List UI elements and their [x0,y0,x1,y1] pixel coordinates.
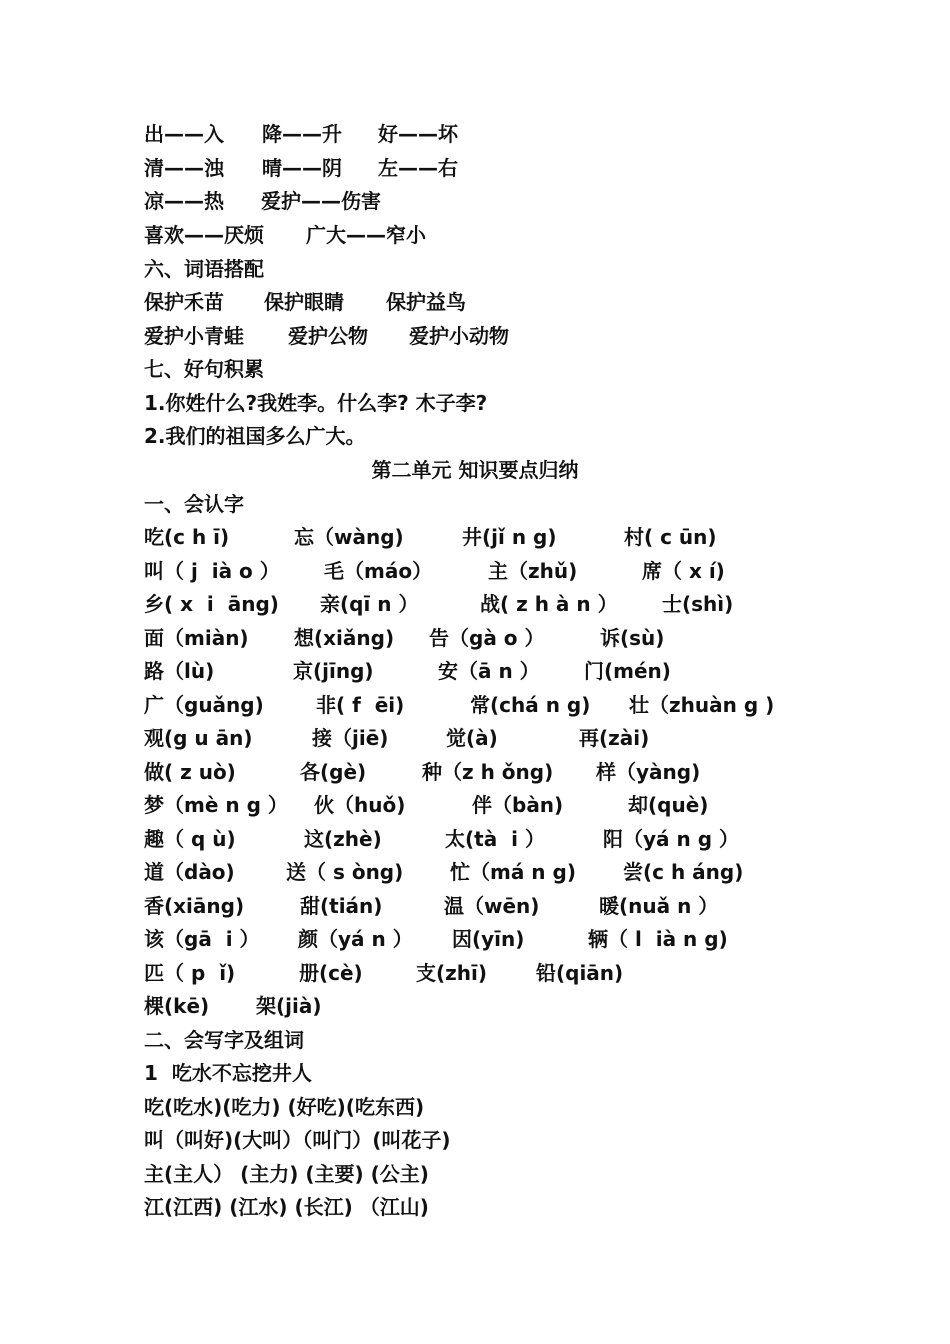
antonym-pair: 凉——热 [144,189,224,213]
phrase: 保护眼睛 [264,290,344,314]
pinyin-entry: 太(tà i ） [445,827,545,851]
word-group-text: 主(主人） (主力) (主要) (公主) [144,1162,429,1186]
pinyin-entry: 村( c ūn) [624,525,717,549]
pinyin-entry: 再(zài) [579,726,650,750]
section-heading [144,354,264,384]
pinyin-entry: 却(què) [628,793,709,817]
pinyin-entry: 士(shì) [662,592,734,616]
lesson-title [144,1058,312,1088]
word-group-text: 吃(吃水)(吃力) (好吃)(吃东西) [144,1095,425,1119]
pinyin-entry: 暖(nuǎ n ） [599,894,719,918]
section-heading-text: 二、会写字及组词 [144,1028,304,1052]
pinyin-entry: 架(jià) [256,994,322,1018]
pinyin-row [144,790,709,820]
phrase-row [144,321,509,351]
word-group-line [144,1125,451,1155]
antonym-pair: 清——浊 [144,156,224,180]
phrase: 爱护公物 [288,324,368,348]
pinyin-entry: 叫（ j ià o ） [144,559,280,583]
pinyin-entry: 棵(kē) [144,994,210,1018]
pinyin-entry: 井(jǐ n g) [462,525,557,549]
antonym-pair: 广大——窄小 [306,223,426,247]
pinyin-entry: 趣（ q ù) [144,827,236,851]
pinyin-row [144,891,719,921]
antonym-pair: 喜欢——厌烦 [144,223,264,247]
pinyin-entry: 种（z h ǒng) [422,760,554,784]
pinyin-entry: 阳（yá n g ） [603,827,739,851]
section-heading-text: 七、好句积累 [144,357,264,381]
section-heading-text: 一、会认字 [144,492,244,516]
pinyin-entry: 支(zhī) [416,961,488,985]
antonym-pair: 好——坏 [378,122,458,146]
sentence [144,388,488,418]
antonym-pair: 降——升 [262,122,342,146]
pinyin-row [144,589,734,619]
pinyin-entry: 温（wēn) [444,894,540,918]
pinyin-entry: 广（guǎng) [144,693,264,717]
antonym-pair: 出——入 [144,122,224,146]
pinyin-entry: 香(xiāng) [144,894,245,918]
section-heading [144,489,244,519]
pinyin-entry: 路（lù) [144,659,215,683]
pinyin-row [144,958,624,988]
pinyin-entry: 铅(qiān) [536,961,624,985]
pinyin-entry: 样（yàng) [596,760,701,784]
pinyin-entry: 观(g u ān) [144,726,253,750]
sentence-text: 2.我们的祖国多么广大。 [144,424,366,448]
pinyin-entry: 觉(à) [446,726,498,750]
pinyin-entry: 册(cè) [299,961,363,985]
pinyin-entry: 做( z uò) [144,760,236,784]
pinyin-entry: 颜（yá n ） [298,927,413,951]
antonym-pair: 晴——阴 [262,156,342,180]
pinyin-entry: 门(mén) [584,659,671,683]
antonym-row [144,153,458,183]
pinyin-row [144,991,322,1021]
pinyin-row [144,656,671,686]
phrase: 爱护小青蛙 [144,324,244,348]
pinyin-entry: 梦（mè n g ） [144,793,288,817]
pinyin-entry: 该（gā i ） [144,927,260,951]
antonym-pair: 左——右 [378,156,458,180]
pinyin-entry: 辆（ l ià n g) [588,927,728,951]
pinyin-entry: 各(gè) [300,760,367,784]
pinyin-entry: 忘（wàng) [294,525,404,549]
pinyin-row [144,623,665,653]
pinyin-row [144,690,775,720]
word-group-text: 江(江西) (江水) (长江) （江山) [144,1195,429,1219]
pinyin-row [144,556,725,586]
pinyin-entry: 告（gà o ） [429,626,545,650]
pinyin-entry: 送（ s òng) [286,860,404,884]
word-group-line [144,1159,429,1189]
lesson-title-text: 1 吃水不忘挖井人 [144,1061,312,1085]
pinyin-entry: 战( z h à n ） [480,592,618,616]
pinyin-row [144,824,739,854]
pinyin-row [144,522,717,552]
section-heading [144,254,264,284]
pinyin-entry: 诉(sù) [600,626,665,650]
antonym-row [144,220,426,250]
phrase: 保护益鸟 [386,290,466,314]
pinyin-entry: 伙（huǒ) [314,793,406,817]
pinyin-entry: 席（ x í) [642,559,725,583]
phrase: 爱护小动物 [409,324,509,348]
antonym-pair: 爱护——伤害 [261,189,381,213]
pinyin-entry: 乡( x i āng) [144,592,279,616]
pinyin-row [144,857,744,887]
pinyin-entry: 非( f ēi) [316,693,405,717]
pinyin-entry: 这(zhè) [304,827,382,851]
pinyin-entry: 尝(c h áng) [623,860,744,884]
pinyin-row [144,723,650,753]
phrase: 保护禾苗 [144,290,224,314]
pinyin-entry: 道（dào) [144,860,235,884]
section-heading-text: 六、词语搭配 [144,257,264,281]
pinyin-entry: 安（ā n ） [438,659,540,683]
section-heading [144,1025,304,1055]
pinyin-entry: 忙（má n g) [450,860,576,884]
pinyin-entry: 壮（zhuàn g ) [629,693,775,717]
pinyin-entry: 甜(tián) [300,894,383,918]
word-group-text: 叫（叫好)(大叫）（叫门）(叫花子) [144,1128,451,1152]
pinyin-entry: 亲(qī n ） [320,592,419,616]
word-group-line [144,1092,425,1122]
sentence-text: 1.你姓什么?我姓李。什么李? 木子李? [144,391,488,415]
antonym-row [144,119,458,149]
pinyin-row [144,757,701,787]
pinyin-entry: 京(jīng) [293,659,374,683]
pinyin-entry: 伴（bàn) [472,793,564,817]
pinyin-row [144,924,728,954]
pinyin-entry: 匹（ p ǐ) [144,961,236,985]
pinyin-entry: 面（miàn) [144,626,249,650]
pinyin-entry: 吃(c h ī) [144,525,230,549]
phrase-row [144,287,466,317]
pinyin-entry: 常(chá n g) [470,693,591,717]
pinyin-entry: 主（zhǔ) [488,559,578,583]
sentence [144,421,366,451]
pinyin-entry: 接（jiē) [312,726,389,750]
pinyin-entry: 因(yīn) [452,927,525,951]
pinyin-entry: 毛（máo） [324,559,433,583]
pinyin-entry: 想(xiǎng) [294,626,395,650]
antonym-row [144,186,381,216]
word-group-line [144,1192,429,1222]
unit-title: 第二单元 知识要点归纳 [371,458,579,482]
